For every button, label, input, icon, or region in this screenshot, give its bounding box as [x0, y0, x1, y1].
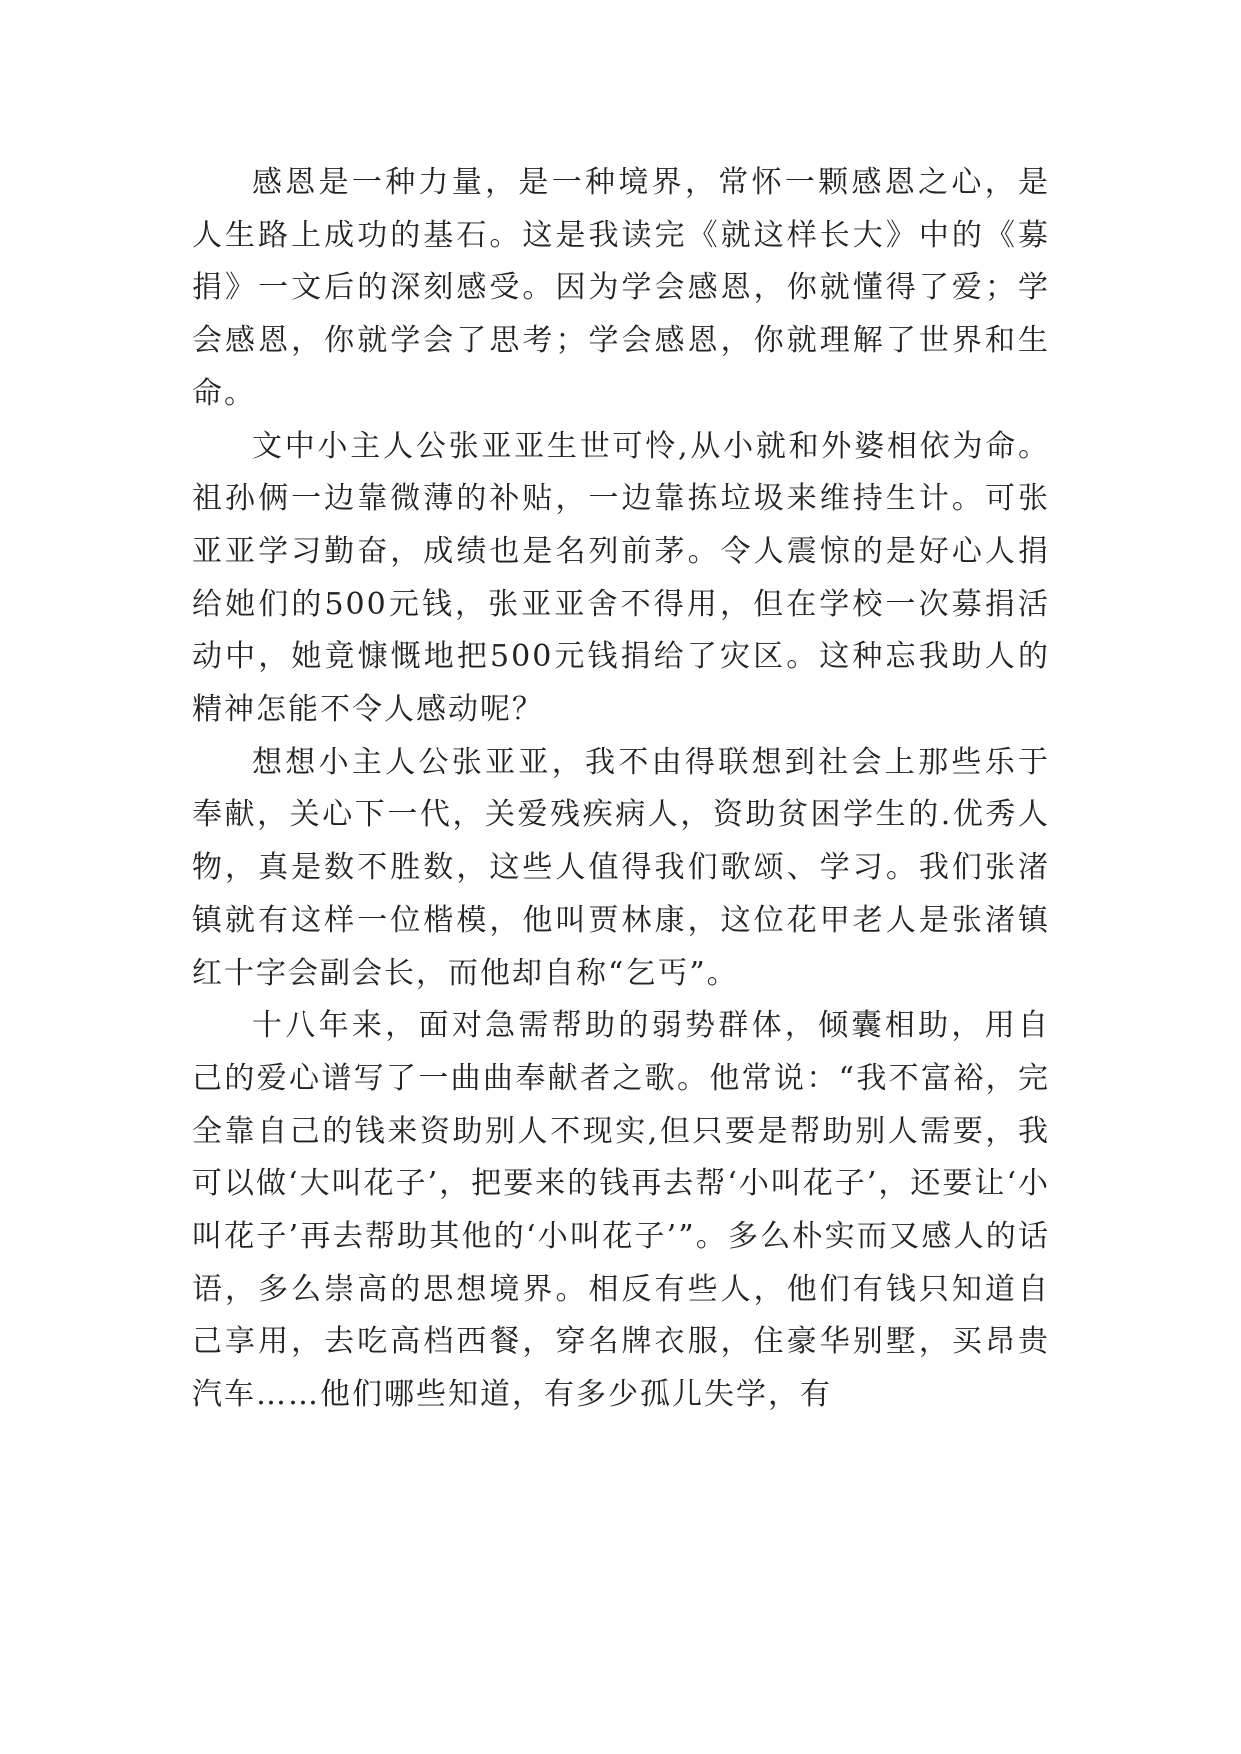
paragraph-4: 十八年来，面对急需帮助的弱势群体，倾囊相助，用自己的爱心谱写了一曲曲奉献者之歌。他常说：“我不富裕，完全靠自己的钱来资助别人不现实,但只要是帮助别人需要，我可以做‘大叫花子’，把要来的钱再去帮‘小叫花子’，还要让‘小叫花子’再去帮助其他的‘小叫花子’”。多么朴实而又感人的话语，多么崇高的思想境界。相反有些人，他们有钱只知道自己享用，去吃高档西餐，穿名牌衣服，住豪华别墅，买昂贵汽车……他们哪些知道，有多少孤儿失学，有 — [192, 1008, 1050, 1413]
paragraph-3: 想想小主人公张亚亚，我不由得联想到社会上那些乐于奉献，关心下一代，关爱残疾病人，资助贫困学生的.优秀人物，真是数不胜数，这些人值得我们歌颂、学习。我们张渚镇就有这样一位楷模，他叫贾林康，这位花甲老人是张渚镇红十字会副会长，而他却自称“乞丐”。 — [192, 744, 1050, 991]
paragraph-2: 文中小主人公张亚亚生世可怜,从小就和外婆相依为命。祖孙俩一边靠微薄的补贴，一边靠拣垃圾来维持生计。可张亚亚学习勤奋，成绩也是名列前茅。令人震惊的是好心人捐给她们的500元钱，张亚亚舍不得用，但在学校一次募捐活动中，她竟慷慨地把500元钱捐给了灾区。这种忘我助人的精神怎能不令人感动呢？ — [192, 428, 1050, 728]
document-body — [192, 157, 1050, 1422]
paragraph-1: 感恩是一种力量，是一种境界，常怀一颗感恩之心，是人生路上成功的基石。这是我读完《就这样长大》中的《募捐》一文后的深刻感受。因为学会感恩，你就懂得了爱；学会感恩，你就学会了思考；学会感恩，你就理解了世界和生命。 — [192, 165, 1050, 411]
